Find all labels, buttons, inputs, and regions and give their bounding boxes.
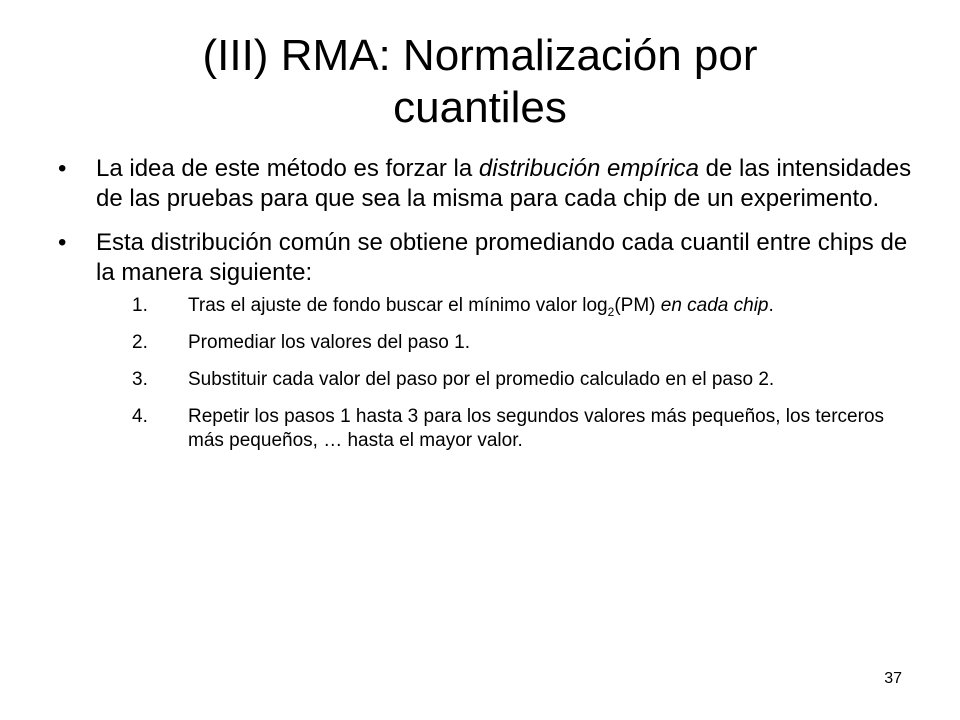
step-text-before: Tras el ajuste de fondo buscar el mínimo valor log	[188, 295, 608, 316]
step-text-end: .	[768, 295, 774, 316]
step-text-after: (PM)	[614, 295, 661, 316]
step-number: 3.	[132, 369, 148, 390]
step-text: Substituir cada valor del paso por el promedio calculado en el paso 2.	[188, 369, 775, 390]
bullet-text-after: de las intensidades de las pruebas para que sea la misma para cada chip de un experimento.	[96, 155, 912, 212]
step-number: 1.	[132, 295, 148, 316]
bullet-text-before: La idea de este método es forzar la	[96, 155, 479, 182]
page-number: 37	[884, 670, 902, 687]
bullet-marker: •	[58, 155, 67, 182]
step-item	[96, 368, 908, 392]
step-text: Promediar los valores del paso 1.	[188, 332, 470, 353]
bullet-marker: •	[58, 229, 67, 256]
step-number: 4.	[132, 406, 148, 427]
step-text-emphasis: en cada chip	[660, 295, 769, 316]
title-line-1: (III) RMA: Normalización por	[202, 31, 758, 80]
bullet-item	[58, 228, 918, 453]
bullet-item	[58, 154, 918, 214]
slide-title	[60, 30, 900, 134]
step-list	[96, 294, 918, 453]
step-text: Repetir los pasos 1 hasta 3 para los segundos valores más pequeños, los terceros más pequeños, … hasta el mayor valor.	[188, 406, 885, 451]
step-item	[96, 294, 908, 318]
step-item	[96, 331, 908, 355]
step-item	[96, 405, 908, 453]
title-line-2: cuantiles	[393, 83, 567, 132]
bullet-text: Esta distribución común se obtiene promediando cada cuantil entre chips de la manera siguiente:	[96, 229, 908, 286]
step-subscript: 2	[607, 304, 615, 319]
bullet-text-emphasis: distribución empírica	[478, 155, 699, 182]
bullet-list	[58, 154, 918, 467]
step-number: 2.	[132, 332, 148, 353]
